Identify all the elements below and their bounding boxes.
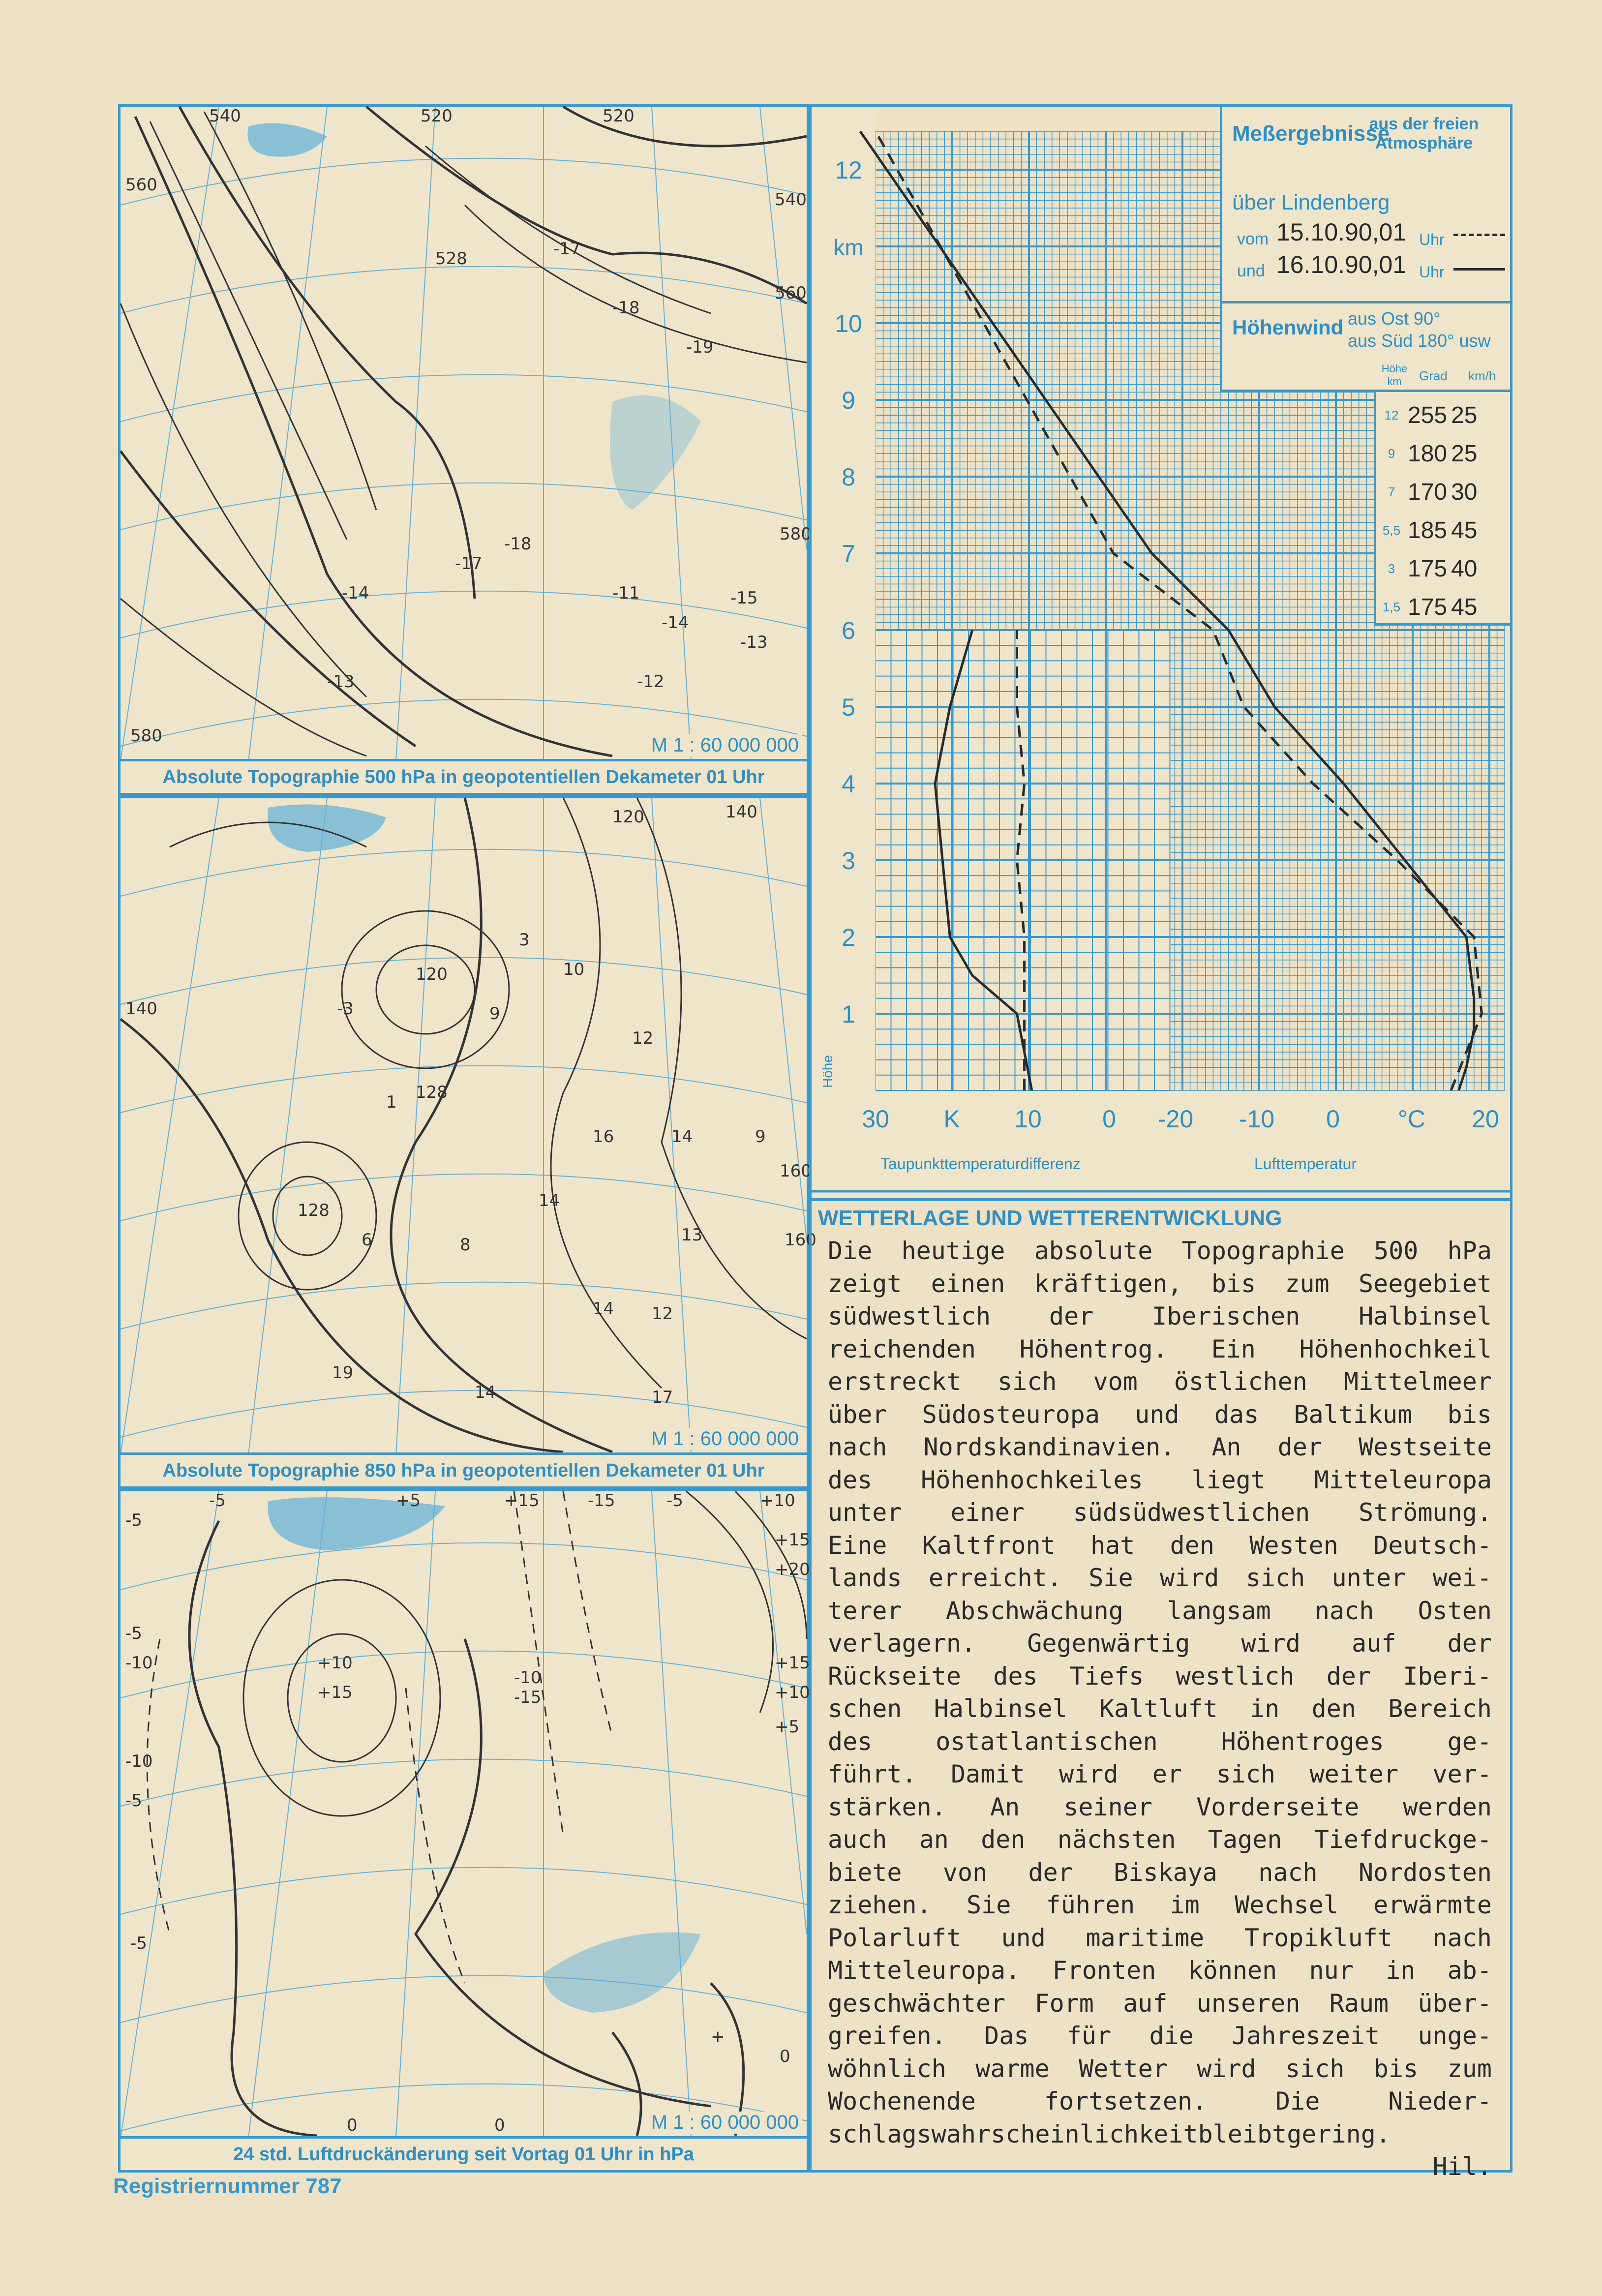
- col-speed: km/h: [1468, 368, 1496, 383]
- map-panel-850hpa: [118, 795, 816, 1489]
- report-line: schlagswahrscheinlichkeit bleibt gering.: [828, 2119, 1390, 2148]
- date2: 16.10.90,01: [1276, 251, 1407, 278]
- svg-text:560: 560: [125, 175, 157, 195]
- svg-text:-10: -10: [514, 1668, 542, 1688]
- map-pressure-change: [121, 1491, 810, 2138]
- x-tick-label: 0: [1326, 1105, 1340, 1133]
- svg-text:-5: -5: [125, 1791, 142, 1811]
- svg-text:-5: -5: [125, 1511, 142, 1530]
- svg-text:120: 120: [612, 807, 644, 827]
- ascent-title: Meßergebnisse: [1232, 121, 1390, 146]
- report-line: Mitteleuropa. Fronten können nur in ab-: [828, 1956, 1492, 1985]
- svg-text:160: 160: [780, 1161, 812, 1181]
- map-caption: Absolute Topographie 500 hPa in geopotentiellen Dekameter 01 Uhr: [121, 759, 807, 793]
- svg-text:128: 128: [298, 1201, 330, 1220]
- registration-number: Registriernummer 787: [113, 2174, 342, 2198]
- report-line: geschwächter Form auf unseren Raum über-: [828, 1989, 1492, 2018]
- report-line: greifen. Das für die Jahreszeit unge-: [828, 2022, 1492, 2050]
- svg-text:-19: -19: [686, 337, 714, 357]
- report-line: schen Halbinsel Kaltluft in den Bereich: [828, 1694, 1492, 1723]
- y-tick-label: 2: [842, 924, 855, 951]
- svg-text:0: 0: [347, 2115, 358, 2135]
- svg-text:140: 140: [725, 802, 757, 822]
- x-tick-label: -20: [1157, 1105, 1194, 1133]
- col-height: Höhe km: [1381, 363, 1408, 388]
- report-line: erstreckt sich vom östlichen Mittelmeer: [828, 1367, 1492, 1396]
- svg-text:14: 14: [475, 1383, 496, 1402]
- svg-text:9: 9: [489, 1004, 500, 1024]
- svg-text:+15: +15: [775, 1530, 810, 1550]
- svg-text:-15: -15: [730, 588, 758, 608]
- svg-text:13: 13: [681, 1225, 703, 1245]
- report-line: des ostatlantischen Höhentroges ge-: [828, 1727, 1492, 1756]
- svg-text:+10: +10: [760, 1491, 795, 1511]
- report-line: nach Nordskandinavien. An der Westseite: [828, 1433, 1492, 1461]
- svg-text:120: 120: [416, 965, 448, 984]
- svg-text:3: 3: [519, 930, 530, 950]
- height-axis-label: Höhe: [820, 1055, 835, 1088]
- svg-text:-5: -5: [130, 1933, 147, 1953]
- report-line: Die heutige absolute Topographie 500 hPa: [828, 1237, 1492, 1265]
- svg-text:+20: +20: [775, 1560, 810, 1579]
- svg-text:0: 0: [780, 2047, 790, 2066]
- report-line: über Südosteuropa und das Baltikum bis: [828, 1400, 1492, 1429]
- svg-text:+15: +15: [317, 1683, 353, 1702]
- svg-text:-5: -5: [666, 1491, 683, 1511]
- legend-dashed: [1453, 234, 1505, 236]
- svg-text:12: 12: [632, 1028, 654, 1048]
- y-tick-label: 6: [842, 617, 855, 644]
- report-line: verlagern. Gegenwärtig wird auf der: [828, 1629, 1492, 1658]
- map-caption: 24 std. Luftdruckänderung seit Vortag 01 Uhr in hPa: [121, 2136, 807, 2170]
- y-tick-label: 10: [835, 310, 862, 337]
- report-line: Wochenende fortsetzen. Die Nieder-: [828, 2087, 1492, 2115]
- svg-text:+: +: [711, 2027, 725, 2047]
- svg-text:580: 580: [130, 726, 162, 746]
- svg-text:528: 528: [435, 249, 467, 269]
- svg-text:12: 12: [652, 1304, 673, 1324]
- svg-text:0: 0: [494, 2115, 505, 2135]
- report-line: südwestlich der Iberischen Halbinsel: [828, 1302, 1492, 1330]
- wind-east: aus Ost 90°: [1348, 308, 1441, 329]
- svg-text:-13: -13: [327, 672, 355, 692]
- report-line: unter einer südsüdwestlichen Strömung.: [828, 1498, 1492, 1527]
- svg-text:-15: -15: [588, 1491, 615, 1511]
- y-tick-label: 3: [842, 847, 855, 875]
- report-text: [828, 1235, 1492, 2183]
- report-signature: Hil.: [1432, 2152, 1492, 2181]
- report-line: lands erreicht. Sie wird sich unter wei-: [828, 1564, 1492, 1592]
- svg-text:10: 10: [563, 960, 585, 979]
- svg-text:128: 128: [416, 1083, 448, 1102]
- svg-text:520: 520: [603, 106, 635, 126]
- und-label: und: [1237, 262, 1265, 280]
- map-caption: Absolute Topographie 850 hPa in geopotentiellen Dekameter 01 Uhr: [121, 1452, 807, 1486]
- report-line: Rückseite des Tiefs westlich der Iberi-: [828, 1662, 1492, 1691]
- report-line: stärken. An seiner Vorderseite werden: [828, 1792, 1492, 1821]
- x-tick-label: 10: [1014, 1105, 1042, 1133]
- svg-text:17: 17: [652, 1388, 673, 1407]
- table-row: 12 255 25: [1384, 402, 1478, 428]
- x-tick-label: -10: [1239, 1105, 1275, 1133]
- uhr-label: Uhr: [1419, 231, 1445, 248]
- svg-text:-10: -10: [125, 1752, 153, 1771]
- svg-text:-10: -10: [125, 1653, 153, 1673]
- svg-text:540: 540: [775, 190, 807, 210]
- table-row: 7 170 30: [1388, 479, 1478, 505]
- ascent-station: über Lindenberg: [1232, 190, 1390, 214]
- svg-text:+15: +15: [504, 1491, 540, 1511]
- report-line: des Höhenhochkeiles liegt Mitteleuropa: [828, 1465, 1492, 1494]
- map1-label: 540: [209, 106, 241, 126]
- x-tick-label: 20: [1472, 1105, 1499, 1133]
- y-tick-label: 1: [842, 1000, 855, 1028]
- date1: 15.10.90,01: [1276, 218, 1407, 246]
- svg-text:-13: -13: [740, 633, 768, 652]
- svg-text:-12: -12: [637, 672, 665, 692]
- report-line: auch an den nächsten Tagen Tiefdruckge-: [828, 1825, 1492, 1854]
- svg-text:-14: -14: [662, 613, 689, 633]
- svg-text:580: 580: [780, 524, 812, 544]
- svg-text:-18: -18: [612, 298, 640, 318]
- legend-solid: [1453, 268, 1505, 271]
- xlabel-dew: Taupunkttemperaturdifferenz: [880, 1155, 1081, 1173]
- svg-text:160: 160: [785, 1230, 816, 1250]
- svg-text:-5: -5: [125, 1624, 142, 1643]
- uhr-label: Uhr: [1419, 263, 1445, 281]
- x-tick-label: 30: [862, 1105, 889, 1133]
- svg-text:560: 560: [775, 283, 807, 303]
- y-tick-label: 12: [835, 156, 862, 184]
- map-scale: M 1 : 60 000 000: [648, 734, 802, 756]
- svg-text:+15: +15: [775, 1653, 810, 1673]
- x-tick-label: K: [943, 1105, 960, 1133]
- y-tick-label: 9: [842, 387, 855, 414]
- svg-text:-18: -18: [504, 534, 532, 554]
- table-row: 3 175 40: [1388, 555, 1478, 582]
- svg-text:+5: +5: [396, 1491, 421, 1511]
- report-title: WETTERLAGE UND WETTERENTWICKLUNG: [818, 1206, 1282, 1230]
- ascent-header: [1220, 107, 1510, 392]
- report-line: Polarluft und maritime Tropikluft nach: [828, 1923, 1492, 1952]
- svg-text:+5: +5: [775, 1717, 800, 1737]
- axis-mask-left: [812, 107, 876, 1196]
- report-line: reichenden Höhentrog. Ein Höhenhochkeil: [828, 1334, 1492, 1363]
- report-line: ziehen. Sie führen im Wechsel erwärmte: [828, 1891, 1492, 1919]
- svg-text:520: 520: [421, 106, 453, 126]
- report-line: terer Abschwächung langsam nach Osten: [828, 1596, 1492, 1625]
- svg-text:+10: +10: [775, 1683, 810, 1702]
- svg-text:-11: -11: [612, 583, 640, 603]
- report-line: wöhnlich warme Wetter wird sich bis zum: [828, 2054, 1492, 2083]
- map-850hpa: [121, 798, 816, 1454]
- y-tick-label: 8: [842, 463, 855, 491]
- y-tick-label: 5: [842, 694, 855, 721]
- y-tick-label: 4: [842, 770, 855, 798]
- vom-label: vom: [1237, 230, 1269, 248]
- wind-table: [1377, 396, 1479, 626]
- table-row: 1,5 175 45: [1382, 594, 1478, 620]
- svg-text:16: 16: [593, 1127, 614, 1147]
- x-tick-label: °C: [1397, 1105, 1426, 1133]
- col-grad: Grad: [1419, 368, 1448, 383]
- ascent-subtitle: aus der freien Atmosphäre: [1369, 115, 1479, 152]
- svg-text:-17: -17: [553, 239, 581, 259]
- x-tick-label: 0: [1102, 1105, 1116, 1133]
- svg-text:140: 140: [125, 999, 157, 1019]
- wind-divider: [1222, 301, 1512, 303]
- svg-text:-15: -15: [514, 1688, 542, 1707]
- svg-text:-5: -5: [209, 1491, 226, 1511]
- km-label: km: [833, 235, 864, 260]
- svg-text:19: 19: [332, 1363, 354, 1383]
- map-panel-pressure-change: [118, 1489, 809, 2173]
- map-scale: M 1 : 60 000 000: [648, 1428, 802, 1450]
- wind-south: aus Süd 180° usw: [1348, 331, 1491, 351]
- table-row: 9 180 25: [1388, 440, 1478, 467]
- svg-text:+10: +10: [317, 1653, 353, 1673]
- svg-text:14: 14: [593, 1299, 614, 1319]
- svg-text:8: 8: [460, 1235, 471, 1255]
- svg-text:-17: -17: [455, 554, 483, 574]
- svg-text:9: 9: [755, 1127, 766, 1147]
- map-scale: M 1 : 60 000 000: [648, 2112, 802, 2134]
- report-line: Eine Kaltfront hat den Westen Deutsch-: [828, 1531, 1492, 1560]
- svg-text:1: 1: [386, 1092, 397, 1112]
- table-row: 5,5 185 45: [1382, 517, 1478, 544]
- report-line: zeigt einen kräftigen, bis zum Seegebiet: [828, 1269, 1492, 1298]
- map-panel-500hpa: [118, 104, 812, 795]
- svg-text:14: 14: [539, 1191, 560, 1210]
- wind-title: Höhenwind: [1232, 316, 1344, 339]
- svg-text:14: 14: [671, 1127, 693, 1147]
- report-line: biete von der Biskaya nach Nordosten: [828, 1858, 1492, 1887]
- svg-text:-3: -3: [337, 999, 354, 1019]
- svg-text:-14: -14: [342, 583, 369, 603]
- svg-text:6: 6: [362, 1230, 372, 1250]
- map-500hpa: [121, 106, 812, 761]
- y-tick-label: 7: [842, 540, 855, 568]
- xlabel-temp: Lufttemperatur: [1254, 1155, 1357, 1173]
- report-line: führt. Damit wird er sich weiter ver-: [828, 1760, 1492, 1788]
